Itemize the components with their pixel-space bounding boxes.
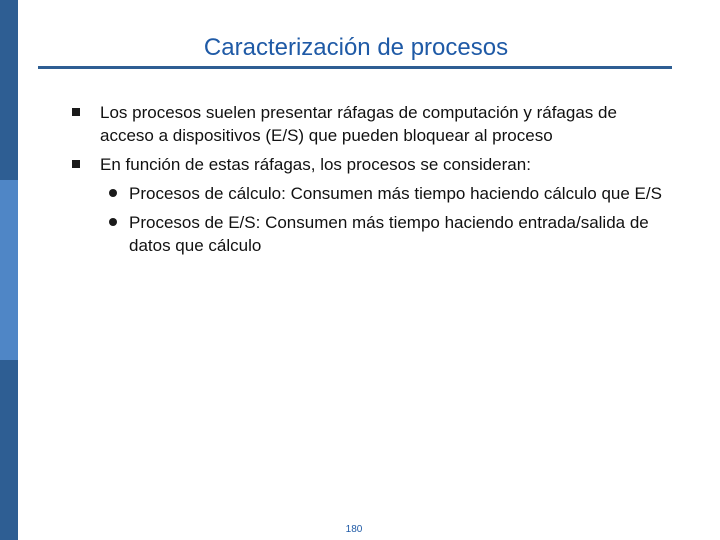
bullet-item (72, 101, 672, 147)
sidebar-accent-middle (0, 180, 18, 360)
round-bullet-icon (109, 189, 117, 197)
sub-bullet-item (109, 211, 684, 257)
title-divider (38, 66, 672, 69)
sidebar-accent-top (0, 0, 18, 180)
sub-bullet-item (109, 182, 709, 205)
sidebar-accent-bottom (0, 360, 18, 540)
sub-bullet-text: Procesos de E/S: Consumen más tiempo haciendo entrada/salida de datos que cálculo (129, 213, 649, 255)
bullet-text: En función de estas ráfagas, los procesos se consideran: (100, 155, 531, 174)
square-bullet-icon (72, 160, 80, 168)
square-bullet-icon (72, 108, 80, 116)
page-number: 180 (345, 524, 363, 535)
bullet-text: Los procesos suelen presentar ráfagas de computación y ráfagas de acceso a dispositivos (E/S) que pueden bloquear al proceso (100, 103, 617, 145)
slide-title: Caracterización de procesos (203, 34, 509, 61)
bullet-item (72, 153, 672, 176)
round-bullet-icon (109, 218, 117, 226)
sub-bullet-text: Procesos de cálculo: Consumen más tiempo haciendo cálculo que E/S (129, 184, 662, 203)
